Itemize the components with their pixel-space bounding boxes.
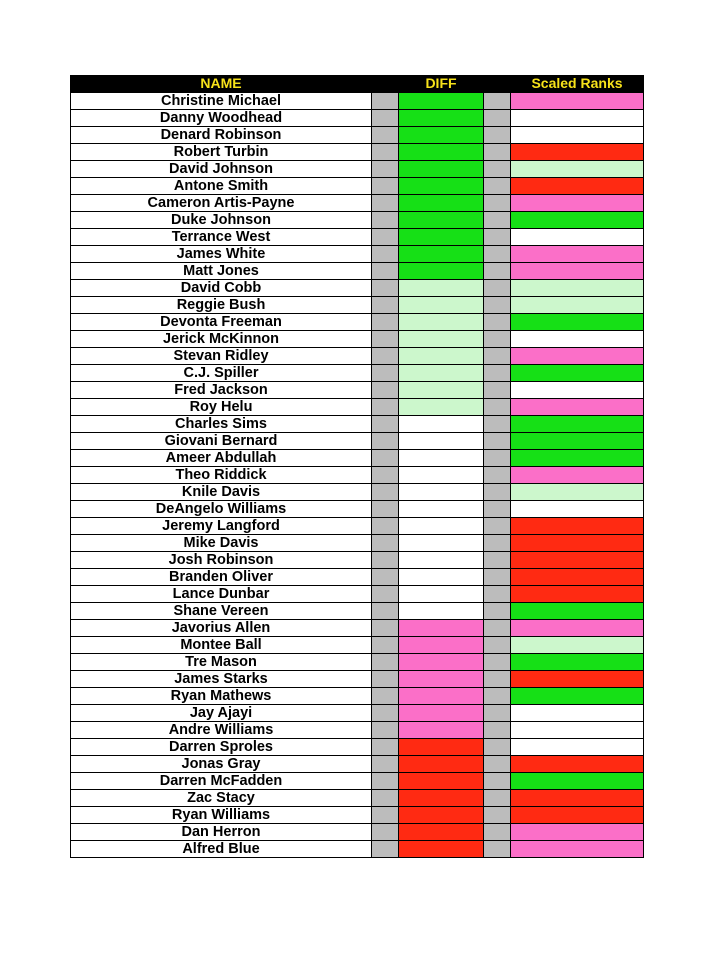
player-name-cell: Montee Ball [71, 637, 372, 654]
spacer-cell [372, 603, 399, 620]
spacer-cell [372, 824, 399, 841]
spacer-cell [484, 586, 511, 603]
spacer-cell [372, 229, 399, 246]
scaled-rank-color-cell [511, 824, 644, 841]
spacer-cell [372, 280, 399, 297]
table-row [71, 161, 644, 178]
scaled-rank-color-cell [511, 841, 644, 858]
spacer-cell [372, 93, 399, 110]
spacer-cell [484, 756, 511, 773]
scaled-rank-color-cell [511, 195, 644, 212]
table-row [71, 212, 644, 229]
scaled-rank-color-cell [511, 450, 644, 467]
scaled-rank-color-cell [511, 212, 644, 229]
spacer-cell [372, 263, 399, 280]
spacer-cell [484, 331, 511, 348]
table-body [71, 93, 644, 858]
spacer-cell [484, 280, 511, 297]
diff-color-cell [399, 467, 484, 484]
scaled-rank-color-cell [511, 501, 644, 518]
spacer-cell [372, 654, 399, 671]
scaled-rank-color-cell [511, 246, 644, 263]
table-row [71, 756, 644, 773]
spacer-cell [372, 399, 399, 416]
spacer-cell [484, 297, 511, 314]
scaled-rank-color-cell [511, 518, 644, 535]
table-row [71, 824, 644, 841]
scaled-rank-color-cell [511, 620, 644, 637]
column-header-spacer [372, 75, 399, 93]
spacer-cell [484, 501, 511, 518]
diff-color-cell [399, 314, 484, 331]
table-row [71, 110, 644, 127]
table-row [71, 365, 644, 382]
scaled-rank-color-cell [511, 263, 644, 280]
table-row [71, 552, 644, 569]
scaled-rank-color-cell [511, 229, 644, 246]
spacer-cell [484, 654, 511, 671]
diff-color-cell [399, 586, 484, 603]
table-row [71, 688, 644, 705]
player-name-cell: Shane Vereen [71, 603, 372, 620]
table-row [71, 331, 644, 348]
diff-color-cell [399, 671, 484, 688]
column-header-name: NAME [71, 75, 372, 93]
table-row [71, 416, 644, 433]
table-row [71, 535, 644, 552]
diff-color-cell [399, 331, 484, 348]
player-name-cell: Darren Sproles [71, 739, 372, 756]
spacer-cell [372, 637, 399, 654]
diff-color-cell [399, 229, 484, 246]
scaled-rank-color-cell [511, 399, 644, 416]
player-name-cell: Robert Turbin [71, 144, 372, 161]
spacer-cell [372, 433, 399, 450]
player-name-cell: Andre Williams [71, 722, 372, 739]
player-name-cell: Reggie Bush [71, 297, 372, 314]
table-row [71, 671, 644, 688]
table-row [71, 450, 644, 467]
diff-color-cell [399, 518, 484, 535]
spacer-cell [372, 195, 399, 212]
player-name-cell: Jonas Gray [71, 756, 372, 773]
spacer-cell [372, 467, 399, 484]
player-name-cell: Cameron Artis-Payne [71, 195, 372, 212]
scaled-rank-color-cell [511, 314, 644, 331]
table-row [71, 314, 644, 331]
table-row [71, 263, 644, 280]
spacer-cell [372, 773, 399, 790]
spacer-cell [372, 705, 399, 722]
player-name-cell: Javorius Allen [71, 620, 372, 637]
spacer-cell [484, 688, 511, 705]
spacer-cell [484, 144, 511, 161]
spacer-cell [484, 314, 511, 331]
spacer-cell [484, 552, 511, 569]
player-name-cell: Ryan Mathews [71, 688, 372, 705]
spacer-cell [372, 450, 399, 467]
spacer-cell [484, 263, 511, 280]
spacer-cell [484, 127, 511, 144]
scaled-rank-color-cell [511, 705, 644, 722]
scaled-rank-color-cell [511, 722, 644, 739]
table-row [71, 467, 644, 484]
player-name-cell: C.J. Spiller [71, 365, 372, 382]
scaled-rank-color-cell [511, 161, 644, 178]
diff-color-cell [399, 756, 484, 773]
diff-color-cell [399, 603, 484, 620]
header-row [71, 75, 644, 93]
table-row [71, 280, 644, 297]
spacer-cell [484, 841, 511, 858]
diff-color-cell [399, 552, 484, 569]
table-row [71, 399, 644, 416]
diff-color-cell [399, 280, 484, 297]
spacer-cell [484, 416, 511, 433]
diff-color-cell [399, 127, 484, 144]
diff-color-cell [399, 807, 484, 824]
diff-color-cell [399, 688, 484, 705]
diff-color-cell [399, 654, 484, 671]
spacer-cell [372, 790, 399, 807]
scaled-rank-color-cell [511, 433, 644, 450]
spacer-cell [484, 705, 511, 722]
table-row [71, 195, 644, 212]
table-row [71, 637, 644, 654]
diff-color-cell [399, 212, 484, 229]
diff-color-cell [399, 790, 484, 807]
table-row [71, 586, 644, 603]
scaled-rank-color-cell [511, 382, 644, 399]
diff-color-cell [399, 246, 484, 263]
player-name-cell: David Cobb [71, 280, 372, 297]
spacer-cell [484, 569, 511, 586]
table-row [71, 93, 644, 110]
spacer-cell [372, 739, 399, 756]
diff-color-cell [399, 637, 484, 654]
player-name-cell: Terrance West [71, 229, 372, 246]
scaled-rank-color-cell [511, 110, 644, 127]
spacer-cell [372, 416, 399, 433]
spacer-cell [372, 722, 399, 739]
diff-color-cell [399, 144, 484, 161]
scaled-rank-color-cell [511, 756, 644, 773]
player-name-cell: Roy Helu [71, 399, 372, 416]
table-row [71, 297, 644, 314]
spacer-cell [372, 127, 399, 144]
player-name-cell: Antone Smith [71, 178, 372, 195]
spacer-cell [372, 688, 399, 705]
spacer-cell [484, 178, 511, 195]
diff-color-cell [399, 501, 484, 518]
diff-color-cell [399, 841, 484, 858]
table-row [71, 178, 644, 195]
column-header-diff: DIFF [399, 75, 484, 93]
scaled-rank-color-cell [511, 773, 644, 790]
player-name-cell: Jeremy Langford [71, 518, 372, 535]
spacer-cell [484, 450, 511, 467]
player-name-cell: Zac Stacy [71, 790, 372, 807]
spacer-cell [484, 518, 511, 535]
diff-color-cell [399, 484, 484, 501]
spacer-cell [484, 603, 511, 620]
spacer-cell [372, 807, 399, 824]
player-name-cell: Branden Oliver [71, 569, 372, 586]
scaled-rank-color-cell [511, 280, 644, 297]
table-row [71, 144, 644, 161]
diff-color-cell [399, 535, 484, 552]
spacer-cell [484, 484, 511, 501]
diff-color-cell [399, 365, 484, 382]
diff-color-cell [399, 824, 484, 841]
spacer-cell [484, 739, 511, 756]
spacer-cell [372, 331, 399, 348]
scaled-rank-color-cell [511, 178, 644, 195]
spacer-cell [372, 178, 399, 195]
player-name-cell: David Johnson [71, 161, 372, 178]
column-header-spacer [484, 75, 511, 93]
diff-color-cell [399, 416, 484, 433]
table-row [71, 348, 644, 365]
scaled-rank-color-cell [511, 603, 644, 620]
spacer-cell [372, 212, 399, 229]
spacer-cell [372, 841, 399, 858]
scaled-rank-color-cell [511, 688, 644, 705]
scaled-rank-color-cell [511, 467, 644, 484]
table-row [71, 705, 644, 722]
spacer-cell [372, 620, 399, 637]
table-row [71, 722, 644, 739]
diff-color-cell [399, 705, 484, 722]
scaled-rank-color-cell [511, 331, 644, 348]
table-row [71, 620, 644, 637]
spacer-cell [484, 195, 511, 212]
spacer-cell [484, 93, 511, 110]
player-name-cell: James Starks [71, 671, 372, 688]
scaled-rank-color-cell [511, 739, 644, 756]
scaled-rank-color-cell [511, 535, 644, 552]
diff-color-cell [399, 195, 484, 212]
spacer-cell [372, 365, 399, 382]
diff-color-cell [399, 620, 484, 637]
spacer-cell [484, 382, 511, 399]
diff-color-cell [399, 110, 484, 127]
player-name-cell: Mike Davis [71, 535, 372, 552]
spacer-cell [484, 773, 511, 790]
scaled-rank-color-cell [511, 144, 644, 161]
diff-color-cell [399, 433, 484, 450]
spacer-cell [372, 382, 399, 399]
scaled-rank-color-cell [511, 127, 644, 144]
spacer-cell [484, 790, 511, 807]
table-row [71, 841, 644, 858]
spacer-cell [484, 110, 511, 127]
diff-color-cell [399, 297, 484, 314]
player-name-cell: Christine Michael [71, 93, 372, 110]
player-name-cell: Tre Mason [71, 654, 372, 671]
player-name-cell: Lance Dunbar [71, 586, 372, 603]
spacer-cell [372, 297, 399, 314]
table-row [71, 807, 644, 824]
player-name-cell: Alfred Blue [71, 841, 372, 858]
diff-color-cell [399, 722, 484, 739]
spacer-cell [484, 671, 511, 688]
table-row [71, 382, 644, 399]
table-row [71, 246, 644, 263]
spacer-cell [484, 212, 511, 229]
player-name-cell: DeAngelo Williams [71, 501, 372, 518]
player-name-cell: Ryan Williams [71, 807, 372, 824]
diff-color-cell [399, 348, 484, 365]
spacer-cell [484, 399, 511, 416]
scaled-rank-color-cell [511, 637, 644, 654]
diff-color-cell [399, 569, 484, 586]
scaled-rank-color-cell [511, 484, 644, 501]
diff-color-cell [399, 161, 484, 178]
player-name-cell: Danny Woodhead [71, 110, 372, 127]
spacer-cell [372, 756, 399, 773]
spacer-cell [372, 535, 399, 552]
table-row [71, 518, 644, 535]
scaled-rank-color-cell [511, 365, 644, 382]
player-name-cell: Fred Jackson [71, 382, 372, 399]
spacer-cell [372, 314, 399, 331]
scaled-rank-color-cell [511, 586, 644, 603]
spacer-cell [484, 161, 511, 178]
table-row [71, 603, 644, 620]
player-name-cell: Dan Herron [71, 824, 372, 841]
table-row [71, 739, 644, 756]
scaled-rank-color-cell [511, 348, 644, 365]
table-row [71, 433, 644, 450]
spacer-cell [484, 824, 511, 841]
spacer-cell [372, 569, 399, 586]
diff-color-cell [399, 93, 484, 110]
scaled-rank-color-cell [511, 790, 644, 807]
diff-color-cell [399, 399, 484, 416]
diff-color-cell [399, 450, 484, 467]
player-name-cell: Darren McFadden [71, 773, 372, 790]
spacer-cell [484, 637, 511, 654]
spacer-cell [484, 365, 511, 382]
spacer-cell [372, 246, 399, 263]
spacer-cell [372, 110, 399, 127]
player-name-cell: Ameer Abdullah [71, 450, 372, 467]
player-name-cell: Josh Robinson [71, 552, 372, 569]
diff-color-cell [399, 263, 484, 280]
spacer-cell [372, 518, 399, 535]
spacer-cell [484, 348, 511, 365]
spacer-cell [372, 501, 399, 518]
table-row [71, 484, 644, 501]
spacer-cell [484, 535, 511, 552]
spacer-cell [372, 161, 399, 178]
spacer-cell [372, 552, 399, 569]
player-name-cell: Theo Riddick [71, 467, 372, 484]
spacer-cell [484, 433, 511, 450]
column-header-scaled-ranks: Scaled Ranks [511, 75, 644, 93]
player-name-cell: Giovani Bernard [71, 433, 372, 450]
table-row [71, 501, 644, 518]
player-name-cell: Charles Sims [71, 416, 372, 433]
table-row [71, 229, 644, 246]
rankings-table [70, 75, 644, 858]
player-name-cell: Stevan Ridley [71, 348, 372, 365]
table-row [71, 127, 644, 144]
diff-color-cell [399, 382, 484, 399]
spacer-cell [484, 722, 511, 739]
spacer-cell [484, 246, 511, 263]
scaled-rank-color-cell [511, 297, 644, 314]
player-name-cell: Duke Johnson [71, 212, 372, 229]
table-row [71, 773, 644, 790]
spacer-cell [372, 586, 399, 603]
player-name-cell: Jay Ajayi [71, 705, 372, 722]
diff-color-cell [399, 773, 484, 790]
spacer-cell [372, 348, 399, 365]
spacer-cell [372, 484, 399, 501]
player-name-cell: Jerick McKinnon [71, 331, 372, 348]
player-name-cell: Matt Jones [71, 263, 372, 280]
scaled-rank-color-cell [511, 807, 644, 824]
diff-color-cell [399, 178, 484, 195]
spacer-cell [372, 671, 399, 688]
spacer-cell [372, 144, 399, 161]
player-name-cell: James White [71, 246, 372, 263]
spacer-cell [484, 467, 511, 484]
table-row [71, 569, 644, 586]
scaled-rank-color-cell [511, 552, 644, 569]
diff-color-cell [399, 739, 484, 756]
scaled-rank-color-cell [511, 93, 644, 110]
scaled-rank-color-cell [511, 671, 644, 688]
spacer-cell [484, 229, 511, 246]
spacer-cell [484, 620, 511, 637]
player-name-cell: Knile Davis [71, 484, 372, 501]
scaled-rank-color-cell [511, 569, 644, 586]
scaled-rank-color-cell [511, 654, 644, 671]
table-row [71, 790, 644, 807]
table-row [71, 654, 644, 671]
scaled-rank-color-cell [511, 416, 644, 433]
spacer-cell [484, 807, 511, 824]
player-name-cell: Devonta Freeman [71, 314, 372, 331]
player-name-cell: Denard Robinson [71, 127, 372, 144]
